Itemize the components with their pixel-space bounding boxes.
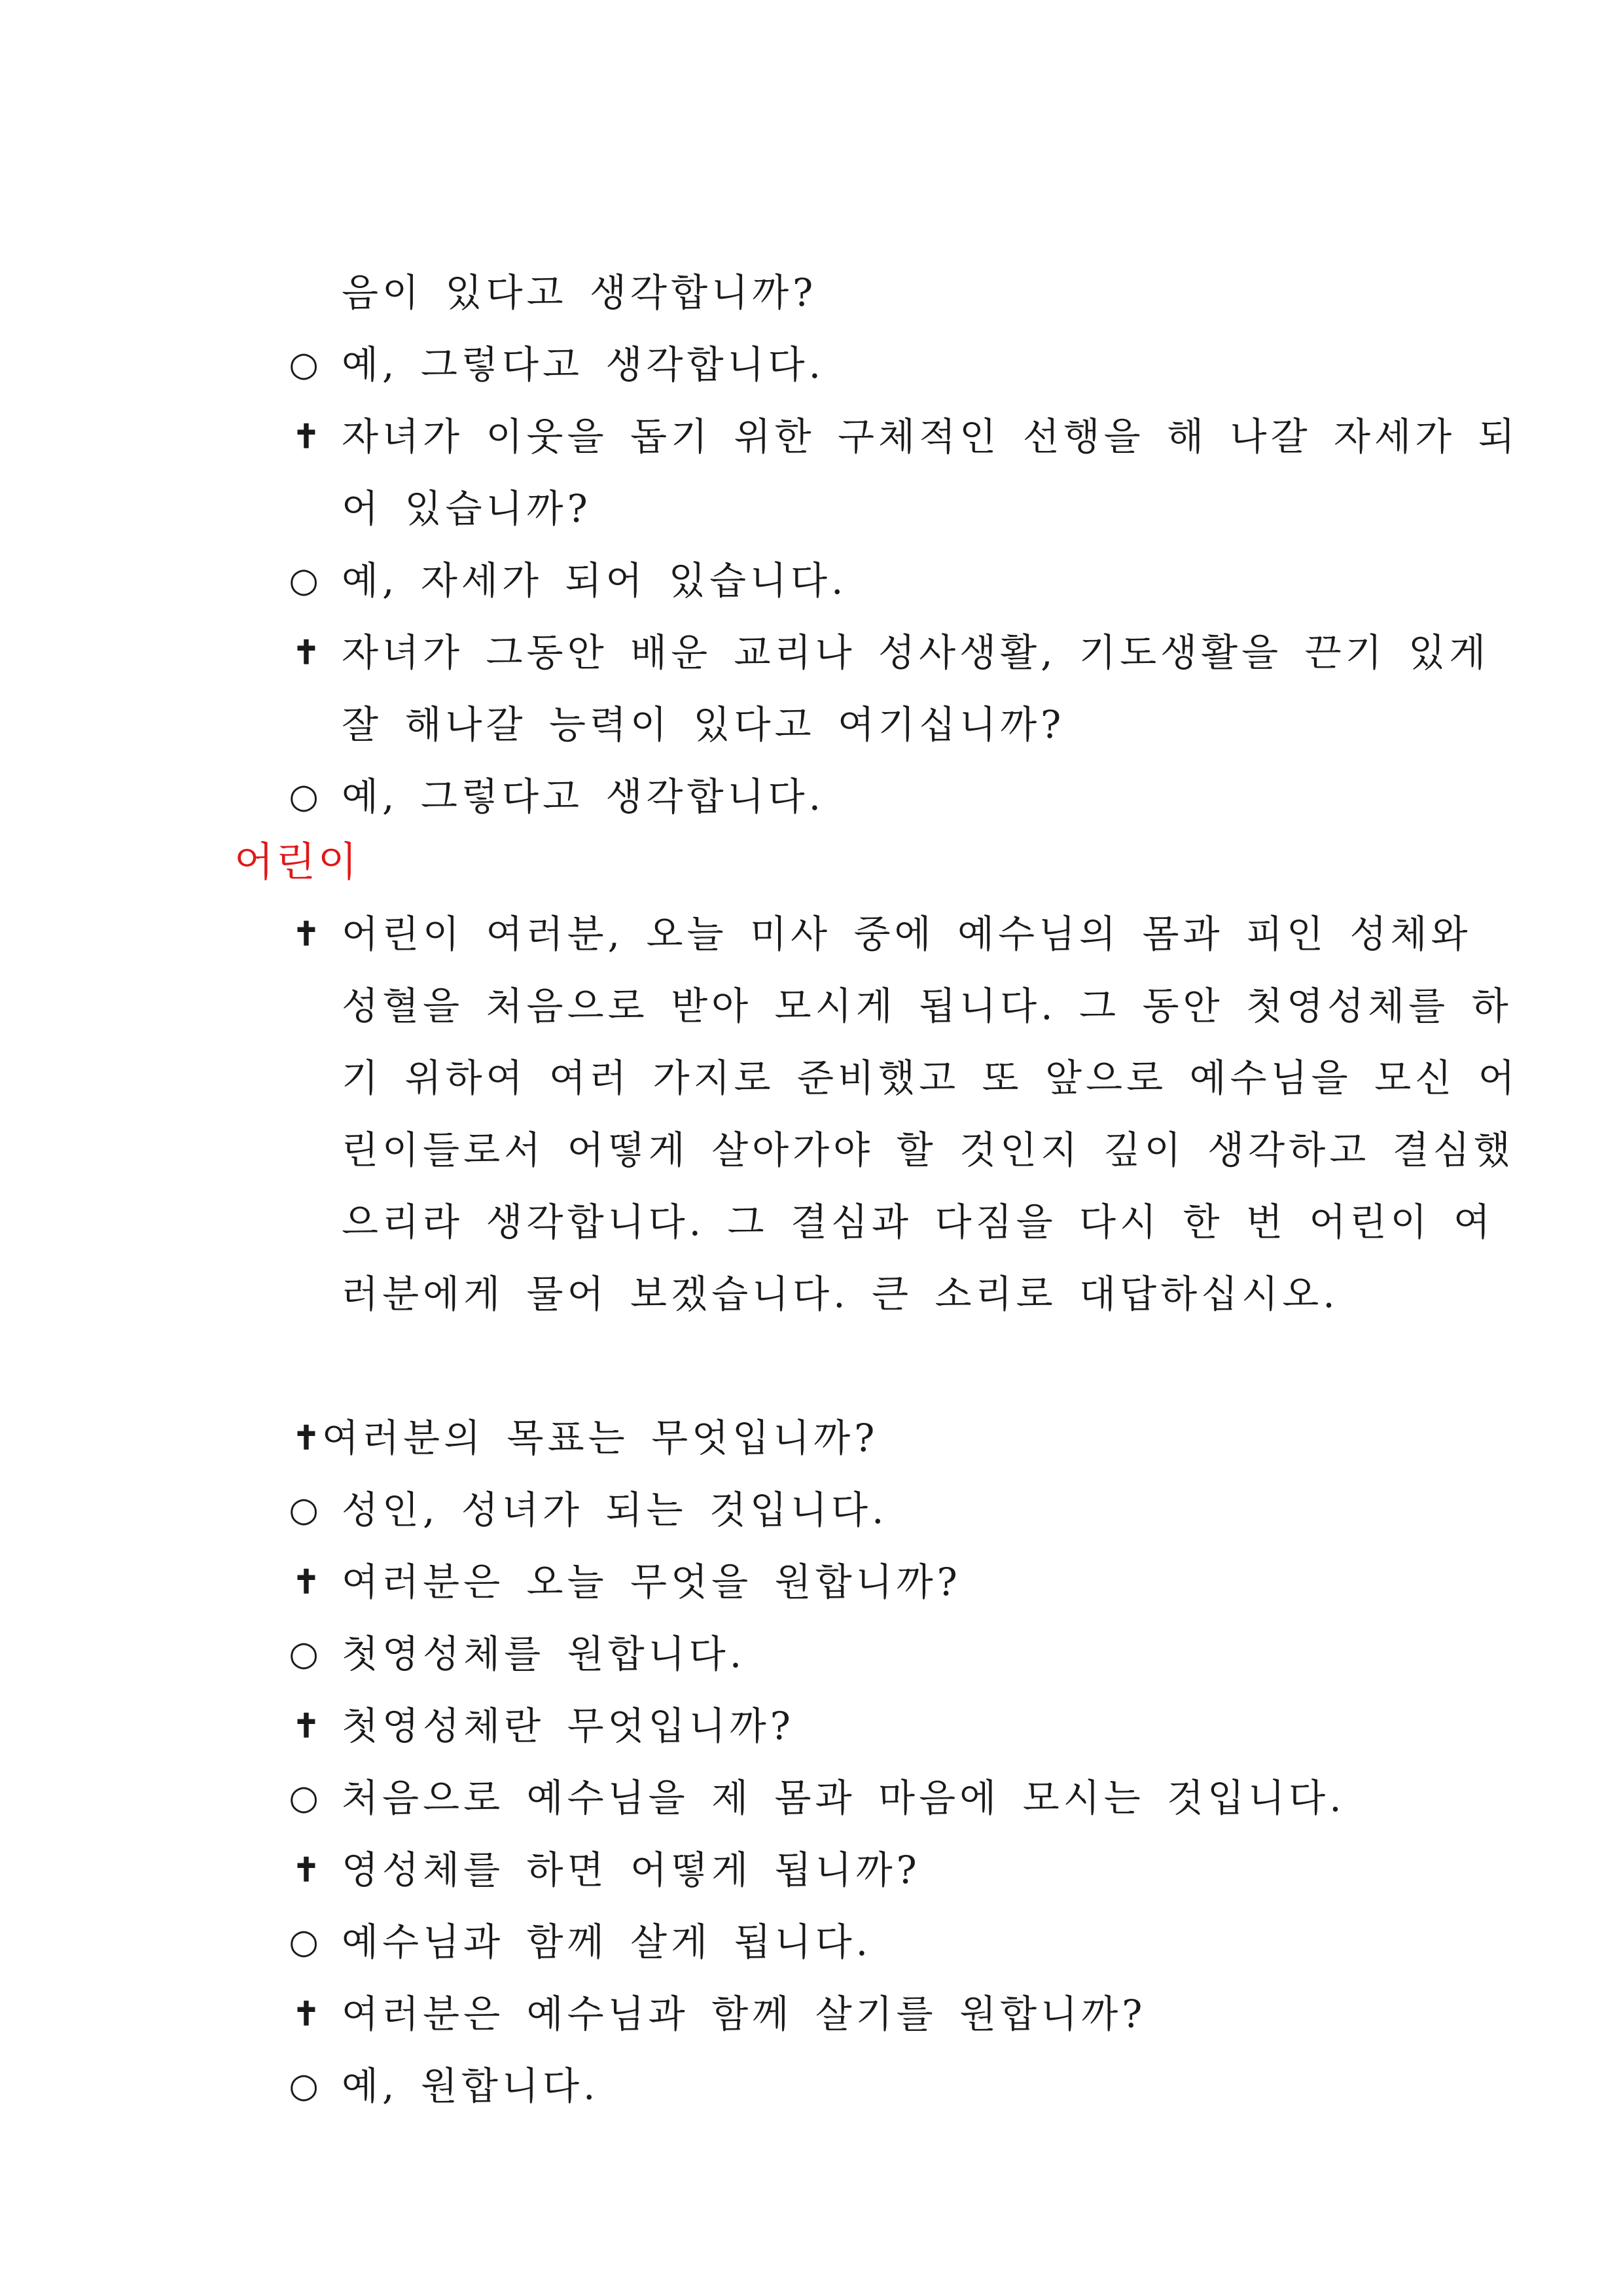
answer-line <box>0 1906 1623 1978</box>
response-circle-icon: ○ <box>289 2066 319 2106</box>
text-line <box>0 1258 1623 1330</box>
response-circle-icon: ○ <box>289 345 319 384</box>
cross-icon: ✝ <box>293 633 320 672</box>
question-line <box>0 1978 1623 2050</box>
text-line <box>0 1186 1623 1258</box>
line-text: 예, 그렇다고 생각합니다. <box>342 342 825 387</box>
line-text: 자녀가 그동안 배운 교리나 성사생활, 기도생활을 끈기 있게 <box>342 630 1490 675</box>
line-text: 어린이 여러분, 오늘 미사 중에 예수님의 몸과 피인 성체와 <box>342 912 1472 956</box>
line-text: 첫영성체란 무엇입니까? <box>342 1704 794 1748</box>
line-text: 어 있습니까? <box>342 486 592 531</box>
answer-line <box>0 761 1623 833</box>
cross-icon: ✝ <box>293 1562 320 1601</box>
cross-icon: ✝ <box>293 1850 320 1889</box>
answer-line <box>0 1762 1623 1834</box>
answer-line <box>0 1618 1623 1690</box>
response-circle-icon: ○ <box>289 1634 319 1674</box>
response-circle-icon: ○ <box>289 1922 319 1962</box>
cross-icon: ✝ <box>293 417 320 456</box>
line-text: 영성체를 하면 어떻게 됩니까? <box>342 1848 921 1892</box>
line-text: 린이들로서 어떻게 살아가야 할 것인지 깊이 생각하고 결심했 <box>342 1128 1514 1172</box>
response-circle-icon: ○ <box>289 777 319 816</box>
cross-icon: ✝ <box>293 914 320 953</box>
question-line <box>0 1690 1623 1762</box>
text-line <box>0 970 1623 1042</box>
response-circle-icon: ○ <box>289 561 319 600</box>
line-text: 처음으로 예수님을 제 몸과 마음에 모시는 것입니다. <box>342 1776 1346 1820</box>
line-text: 러분에게 물어 보겠습니다. 큰 소리로 대답하십시오. <box>342 1272 1339 1316</box>
answer-line <box>0 1474 1623 1546</box>
line-text: 여러분은 예수님과 함께 살기를 원합니까? <box>342 1992 1147 2036</box>
line-text: 잘 해나갈 능력이 있다고 여기십니까? <box>342 702 1065 747</box>
question-line <box>0 1402 1623 1474</box>
section-heading: 어린이 <box>234 838 360 886</box>
question-line <box>0 898 1623 970</box>
response-circle-icon: ○ <box>289 1778 319 1818</box>
answer-line <box>0 329 1623 401</box>
line-text: 자녀가 이웃을 돕기 위한 구체적인 선행을 해 나갈 자세가 되 <box>342 414 1519 459</box>
cross-icon: ✝ <box>293 1418 320 1457</box>
response-circle-icon: ○ <box>289 1490 319 1530</box>
line-text: 기 위하여 여러 가지로 준비했고 또 앞으로 예수님을 모신 어 <box>342 1056 1519 1100</box>
line-text: 예, 원합니다. <box>342 2064 599 2108</box>
line-text: 음이 있다고 생각합니까? <box>342 270 817 315</box>
line-text: 성혈을 처음으로 받아 모시게 됩니다. 그 동안 첫영성체를 하 <box>342 984 1512 1028</box>
cross-icon: ✝ <box>293 1994 320 2033</box>
question-line <box>0 617 1623 689</box>
line-text: 예, 그렇다고 생각합니다. <box>342 774 825 819</box>
text-line <box>0 257 1623 329</box>
line-text: 예, 자세가 되어 있습니다. <box>342 558 847 603</box>
question-line <box>0 401 1623 473</box>
cross-icon: ✝ <box>293 1706 320 1745</box>
question-line <box>0 1546 1623 1618</box>
line-text: 예수님과 함께 살게 됩니다. <box>342 1920 872 1964</box>
section-heading-line <box>0 826 1623 898</box>
text-line <box>0 473 1623 545</box>
line-text: 성인, 성녀가 되는 것입니다. <box>342 1488 888 1532</box>
text-line <box>0 1042 1623 1114</box>
answer-line <box>0 2050 1623 2122</box>
line-text: 여러분의 목표는 무엇입니까? <box>322 1416 879 1460</box>
line-text: 첫영성체를 원합니다. <box>342 1632 746 1676</box>
answer-line <box>0 545 1623 617</box>
line-text: 으리라 생각합니다. 그 결심과 다짐을 다시 한 번 어린이 여 <box>342 1200 1495 1244</box>
question-line <box>0 1834 1623 1906</box>
line-text: 여러분은 오늘 무엇을 원합니까? <box>342 1560 961 1604</box>
text-line <box>0 1114 1623 1186</box>
text-line <box>0 689 1623 761</box>
